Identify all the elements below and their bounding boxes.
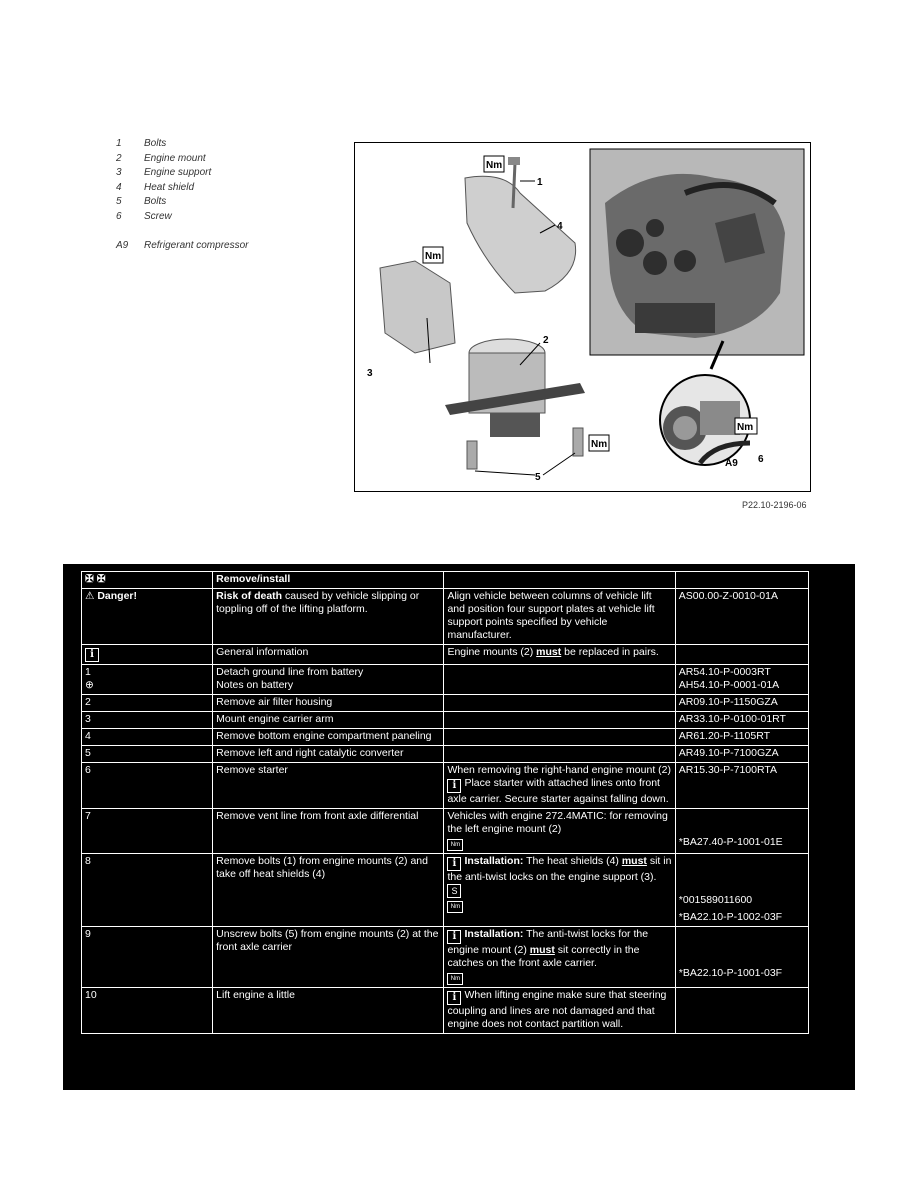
callout-2: 2 bbox=[543, 335, 549, 346]
torque-icon: Nm bbox=[447, 839, 463, 851]
bolt-icon bbox=[467, 441, 477, 469]
engine-illustration bbox=[355, 143, 810, 491]
bolt-icon bbox=[573, 428, 583, 456]
table-header-row bbox=[82, 572, 809, 589]
torque-callout: Nm bbox=[486, 160, 503, 171]
torque-callout: Nm bbox=[737, 422, 754, 433]
reference-link[interactable]: AH54.10-P-0001-01A bbox=[678, 679, 780, 691]
legend-item: A9 Refrigerant compressor bbox=[116, 239, 249, 251]
reference-link[interactable]: AR61.20-P-1105RT bbox=[675, 729, 808, 746]
engine-mount-icon bbox=[445, 339, 585, 437]
header-col3 bbox=[444, 572, 675, 589]
torque-icon: Nm bbox=[447, 973, 463, 985]
torque-icon: Nm bbox=[447, 901, 463, 913]
legend-item: 6 Screw bbox=[116, 210, 172, 222]
danger-label: Danger! bbox=[97, 590, 138, 602]
engine-support-icon bbox=[380, 261, 455, 353]
table-row: 6 Remove starter When removing the right-hand engine mount (2) i Place starter with attached lines onto front axle carrier. Secure starter against falling down. AR15.30-P-7100RTA bbox=[82, 763, 809, 809]
table-row: 2 Remove air filter housing AR09.10-P-1150GZA bbox=[82, 695, 809, 712]
reference-link[interactable]: AR09.10-P-1150GZA bbox=[675, 695, 808, 712]
reference-link[interactable]: *BA22.10-P-1002-03F bbox=[678, 911, 783, 923]
table-row: i General information Engine mounts (2) must be replaced in pairs. bbox=[82, 645, 809, 665]
procedure-table bbox=[81, 571, 809, 1034]
figure-legend bbox=[116, 138, 248, 254]
info-icon: i bbox=[447, 930, 461, 944]
reference-link[interactable]: AR54.10-P-0003RT bbox=[678, 666, 771, 678]
special-tool-icon: S bbox=[447, 884, 461, 898]
header-icons: ✠ ✠ bbox=[82, 572, 213, 589]
reference-link[interactable]: AR15.30-P-7100RTA bbox=[675, 763, 808, 809]
danger-icon: ⚠ bbox=[85, 590, 95, 602]
table-row: 5 Remove left and right catalytic converter AR49.10-P-7100GZA bbox=[82, 746, 809, 763]
torque-callout: Nm bbox=[591, 439, 608, 450]
table-row: ⚠ Danger! Risk of death caused by vehicle slipping or toppling off of the lifting platform. Align vehicle between columns of vehicle lift and position four support plates at vehicle lift support points specified by vehicle manufacturer. AS00.00-Z-0010-01A bbox=[82, 589, 809, 645]
engine-mount-diagram bbox=[354, 142, 811, 492]
callout-1: 1 bbox=[537, 177, 543, 188]
reference-link[interactable]: *001589011600 bbox=[678, 894, 753, 906]
procedure-panel bbox=[63, 564, 855, 1090]
reference-link[interactable]: *BA22.10-P-1001-03F bbox=[678, 967, 783, 979]
callout-6: 6 bbox=[758, 454, 764, 465]
table-row: 3 Mount engine carrier arm AR33.10-P-0100-01RT bbox=[82, 712, 809, 729]
table-row: 8 Remove bolts (1) from engine mounts (2) and take off heat shields (4) i Installation: The heat shields (4) must sit in the anti-twist locks on the engine support (3). S Nm *001589011600 *BA22.10-P-1002-03F bbox=[82, 854, 809, 927]
callout-5: 5 bbox=[535, 472, 541, 483]
reference-link[interactable]: AS00.00-Z-0010-01A bbox=[675, 589, 808, 645]
legend-item: 3 Engine support bbox=[116, 167, 212, 179]
figure-code: P22.10-2196-06 bbox=[742, 500, 807, 510]
info-icon: i bbox=[447, 857, 461, 871]
table-row: 10 Lift engine a little i When lifting engine make sure that steering coupling and lines are not damaged and that engine does not contact partition wall. bbox=[82, 988, 809, 1034]
header-col4 bbox=[675, 572, 808, 589]
heat-shield-icon bbox=[465, 176, 576, 293]
legend-item: 4 Heat shield bbox=[116, 181, 195, 193]
table-row: 7 Remove vent line from front axle differential Vehicles with engine 272.4MATIC: for removing the left engine mount (2) Nm *BA27.40-P-1001-01E bbox=[82, 809, 809, 854]
table-row: 9 Unscrew bolts (5) from engine mounts (2) at the front axle carrier i Installation: The anti-twist locks for the engine mount (2) must sit correctly in the catches on the front axle carrier. Nm *BA22.10-P-1001-03F bbox=[82, 927, 809, 988]
info-icon: i bbox=[447, 991, 461, 1005]
torque-callout: Nm bbox=[425, 251, 442, 262]
info-icon: i bbox=[85, 648, 99, 662]
legend-item: 2 Engine mount bbox=[116, 152, 206, 164]
reference-link[interactable]: *BA27.40-P-1001-01E bbox=[678, 836, 783, 848]
callout-4: 4 bbox=[557, 221, 563, 232]
reference-link[interactable]: AR33.10-P-0100-01RT bbox=[675, 712, 808, 729]
info-icon: i bbox=[447, 779, 461, 793]
callout-3: 3 bbox=[367, 368, 373, 379]
table-row: 4 Remove bottom engine compartment paneling AR61.20-P-1105RT bbox=[82, 729, 809, 746]
legend-item: 1 Bolts bbox=[116, 138, 167, 149]
reference-link[interactable]: AR49.10-P-7100GZA bbox=[675, 746, 808, 763]
battery-icon: ⊕ bbox=[85, 679, 94, 691]
header-title: Remove/install bbox=[213, 572, 444, 589]
engine-block-icon bbox=[605, 174, 785, 338]
table-row: 1 ⊕ Detach ground line from battery Notes on battery AR54.10-P-0003RT AH54.10-P-0001-01A bbox=[82, 665, 809, 695]
legend-item: 5 Bolts bbox=[116, 196, 167, 208]
callout-a9: A9 bbox=[725, 458, 738, 469]
